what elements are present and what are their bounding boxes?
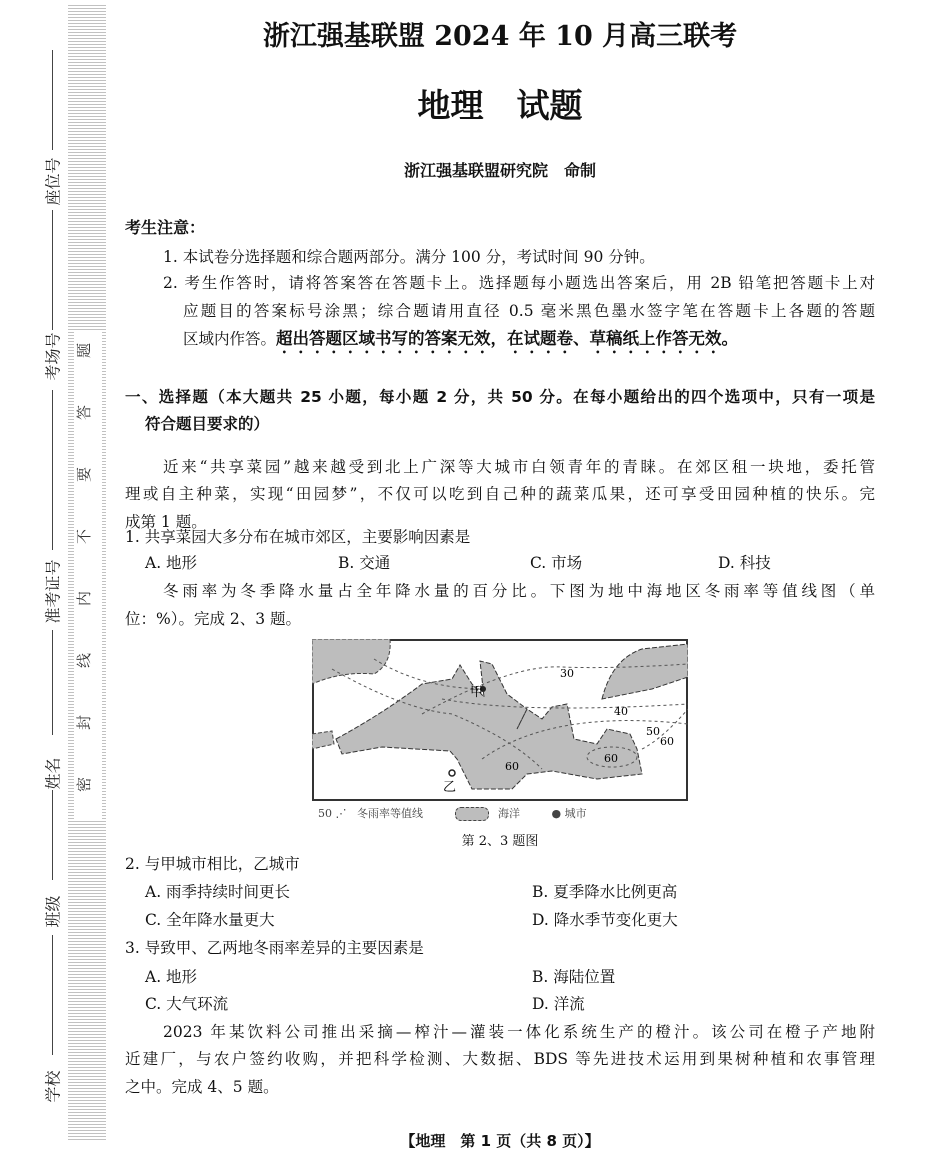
legend-iso-value: 50 [318, 807, 332, 820]
seal-char: 封 [75, 714, 94, 731]
name-label: 姓名 [43, 757, 63, 790]
seal-char: 题 [75, 342, 94, 359]
legend-isoline: 冬雨率等值线 [357, 807, 423, 820]
isoline-label: 60 [660, 735, 674, 748]
seal-char: 内 [75, 590, 94, 607]
passage-line: 位：%）。完成 2、3 题。 [125, 610, 302, 628]
option: A. 雨季持续时间更长 [145, 883, 291, 901]
passage-line: 2023 年某饮料公司推出采摘—榨汁—灌装一体化系统生产的橙汁。该公司在橙子产地附 [163, 1023, 875, 1041]
figure-caption: 第 2、3 题图 [461, 834, 539, 849]
question-stem: 2. 与甲城市相比，乙城市 [125, 855, 300, 873]
notice-text: 区域内作答。 [183, 330, 277, 348]
legend-sea: 海洋 [498, 807, 520, 820]
passage-line: 冬雨率为冬季降水量占全年降水量的百分比。下图为地中海地区冬雨率等值线图（单 [163, 582, 875, 600]
option: C. 市场 [530, 554, 583, 572]
fill-line [52, 630, 53, 735]
school-label: 学校 [43, 1070, 63, 1103]
passage-line: 理或自主种菜，实现“田园梦”，不仅可以吃到自己种的蔬菜瓜果，还可享受田园种植的快乐。完 [125, 485, 875, 503]
seal-char: 密 [75, 776, 94, 793]
legend-city: 城市 [564, 807, 587, 820]
isoline-label: 50 [646, 725, 660, 738]
maker: 浙江强基联盟研究院 命制 [403, 161, 596, 180]
city-yi-label: 乙 [443, 780, 457, 795]
class-label: 班级 [43, 895, 63, 928]
seal-line-box [74, 330, 102, 820]
passage-line: 之中。完成 4、5 题。 [125, 1078, 279, 1096]
option: B. 夏季降水比例更高 [532, 883, 678, 901]
option: D. 洋流 [532, 995, 585, 1013]
option: B. 海陆位置 [532, 968, 616, 986]
fill-line [52, 935, 53, 1055]
exam-room-label: 考场号 [43, 332, 63, 381]
fill-line [52, 390, 53, 550]
page-footer: 【地理 第 1 页（共 8 页）】 [400, 1132, 600, 1150]
section-heading: 一、选择题（本大题共 25 小题，每小题 2 分，共 50 分。在每小题给出的四个选项中，只有一项是 [125, 388, 875, 406]
mediterranean-map [312, 639, 688, 801]
isoline-label: 40 [614, 705, 628, 718]
option: C. 全年降水量更大 [145, 911, 275, 929]
option: A. 地形 [145, 968, 198, 986]
seat-number-label: 座位号 [43, 157, 63, 206]
question-stem: 3. 导致甲、乙两地冬雨率差异的主要因素是 [125, 939, 424, 957]
question-stem: 1. 共享菜园大多分布在城市郊区，主要影响因素是 [125, 528, 471, 546]
seal-char: 要 [75, 466, 94, 483]
notice-item: 应题目的答案标号涂黑；综合题请用直径 0.5 毫米黑色墨水签字笔在答题卡上各题的答题 [183, 302, 875, 320]
option: C. 大气环流 [145, 995, 229, 1013]
isoline-label: 60 [604, 752, 618, 765]
isoline-label: 60 [505, 760, 519, 773]
seal-char: 线 [75, 652, 94, 669]
option: A. 地形 [145, 554, 198, 572]
passage-line: 近来“共享菜园”越来越受到北上广深等大城市白领青年的青睐。在郊区租一块地，委托管 [163, 458, 875, 476]
notice-item: 1. 本试卷分选择题和综合题两部分。满分 100 分，考试时间 90 分钟。 [163, 248, 655, 266]
fill-line [52, 210, 53, 330]
city-jia-label: 甲 [470, 685, 484, 700]
map-legend: 50 ⋰ 冬雨率等值线 海洋 ● 城市 [318, 807, 587, 820]
isoline-label: 30 [560, 667, 574, 680]
city-dot-icon: ● [551, 807, 562, 820]
city-dot [449, 770, 455, 776]
passage-line: 近建厂，与农户签约收购，并把科学检测、大数据、BDS 等先进技术运用到果树种植和农事管理 [125, 1050, 875, 1068]
option: D. 科技 [718, 554, 771, 572]
passage-line: 成第 1 题。 [125, 513, 207, 531]
exam-title: 浙江强基联盟 2024 年 10 月高三联考 [262, 21, 738, 52]
admission-number-label: 准考证号 [43, 559, 63, 624]
section-heading: 符合题目要求的） [145, 415, 270, 433]
notice-item [183, 329, 738, 357]
notice-heading: 考生注意： [125, 218, 206, 237]
option: D. 降水季节变化更大 [532, 911, 678, 929]
emphasized-warning: 超出答题区域书写的答案无效，在试题卷、草稿纸上作答无效。 [276, 329, 739, 348]
option: B. 交通 [338, 554, 391, 572]
seal-char: 不 [75, 528, 94, 545]
sea-swatch-icon [455, 807, 489, 821]
notice-item: 2. 考生作答时，请将答案答在答题卡上。选择题每小题选出答案后，用 2B 铅笔把答题卡上对 [163, 274, 875, 292]
seal-char: 答 [75, 404, 94, 421]
subject-title: 地理 试题 [417, 86, 583, 125]
